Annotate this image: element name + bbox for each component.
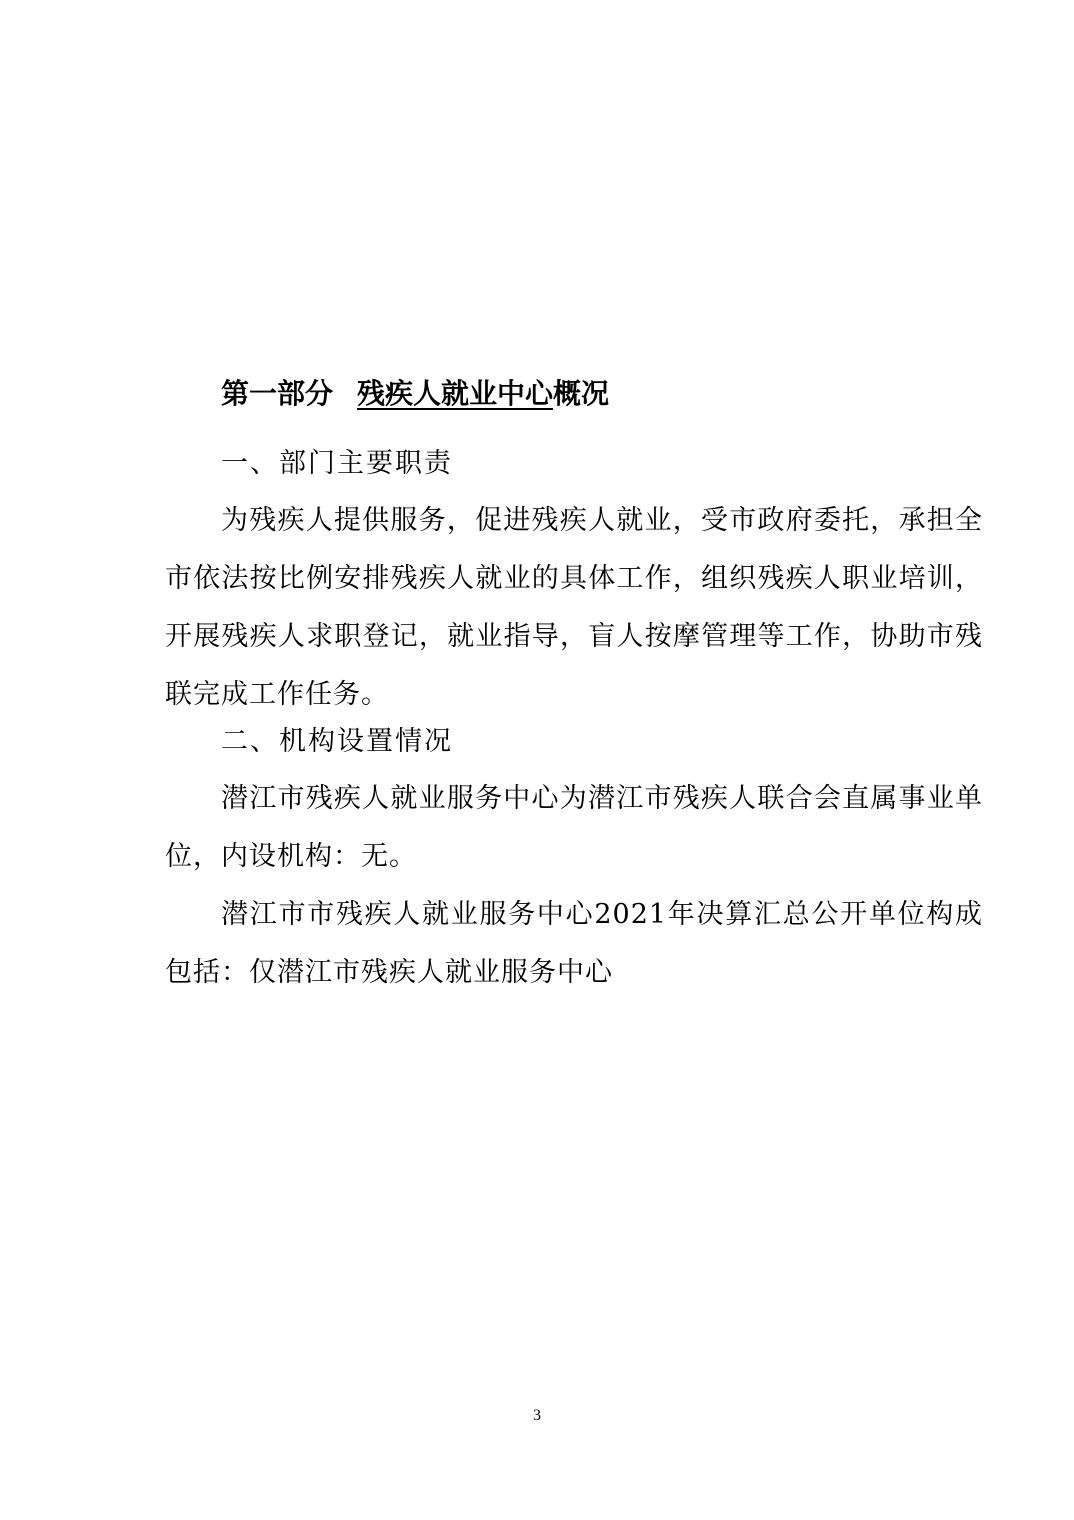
paragraph-organization: 潜江市残疾人就业服务中心为潜江市残疾人联合会直属事业单位，内设机构：无。 [165, 783, 983, 872]
paragraph-composition: 潜江市市残疾人就业服务中心2021年决算汇总公开单位构成包括：仅潜江市残疾人就业服务中心 [165, 899, 983, 988]
page-number: 3 [533, 1407, 541, 1424]
part-title-rest: 概况 [553, 377, 610, 410]
part-title-underlined: 残疾人就业中心 [357, 377, 554, 410]
section-title-organization: 二、机构设置情况 [221, 726, 453, 757]
part-label: 第一部分 [221, 377, 334, 410]
section-title-responsibilities: 一、部门主要职责 [221, 448, 453, 479]
part-heading [221, 370, 921, 418]
paragraph-responsibilities: 为残疾人提供服务，促进残疾人就业，受市政府委托，承担全市依法按比例安排残疾人就业的具体工作，组织残疾人职业培训，开展残疾人求职登记，就业指导，盲人按摩管理等工作，协助市残联完成工作任务。 [165, 505, 983, 710]
